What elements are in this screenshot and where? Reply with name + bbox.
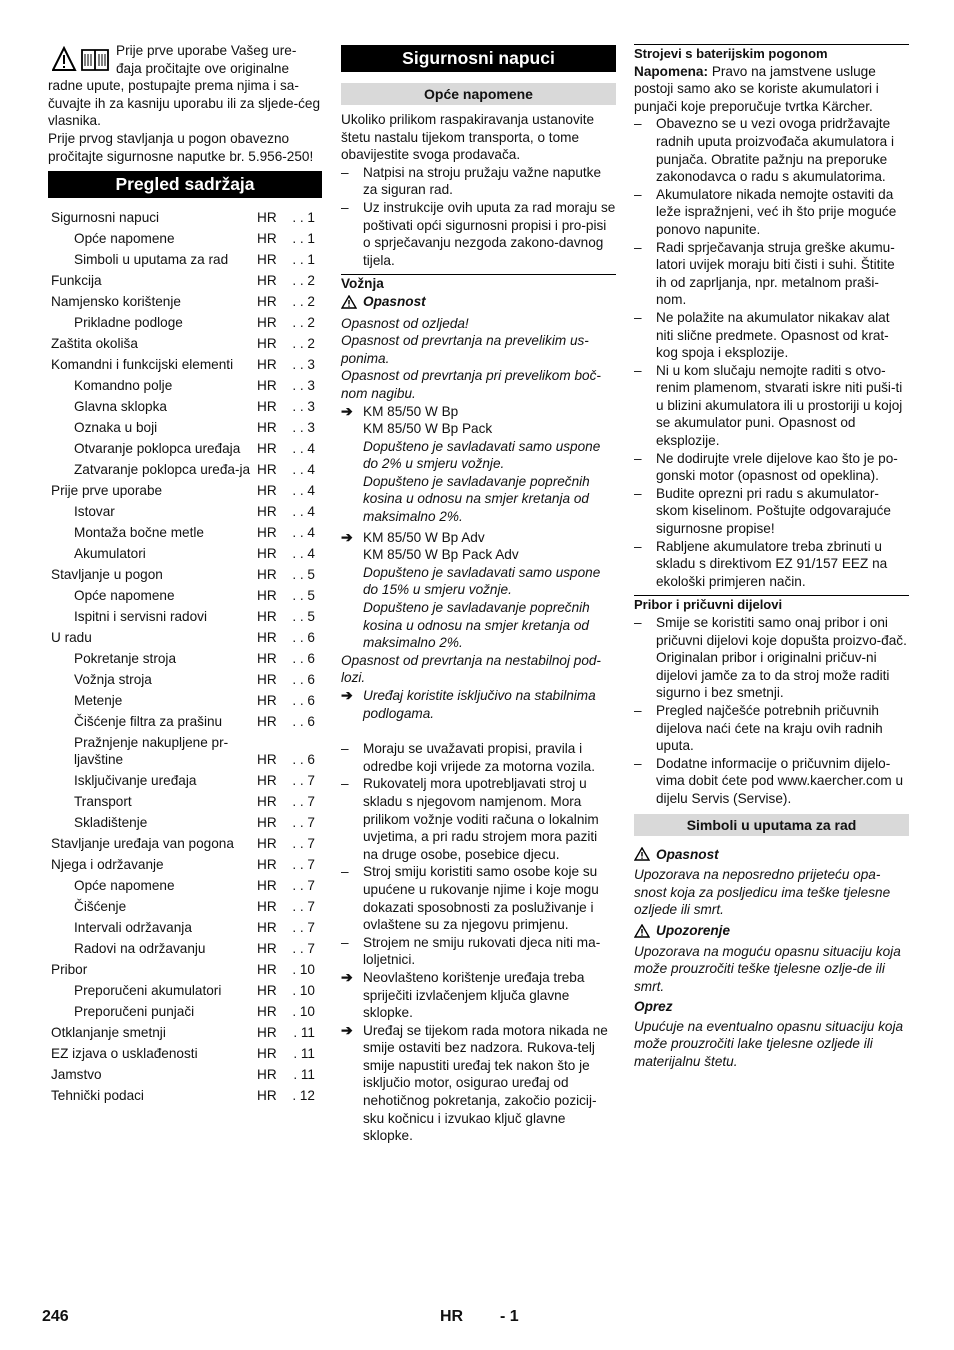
toc-entry-page: . . 5 (292, 608, 315, 624)
toc-entry-page: . 10 (292, 1004, 315, 1020)
toc-entry[interactable] (51, 629, 315, 647)
toc-entry-label: Metenje (74, 692, 123, 708)
toc-entry-page: . . 7 (292, 773, 315, 789)
accessories-title: Pribor i pričuvni dijelovi (634, 597, 783, 613)
model-group-1 (341, 403, 616, 526)
intro-paragraph-2: Prije prvog stavljanja u pogon obavezno pročitajte sigurnosne naputke br. 5.956-250! (48, 130, 314, 164)
toc-entry-page: . . 5 (292, 566, 315, 582)
toc-entry-lang: HR (257, 545, 277, 561)
toc-entry-page: . 11 (293, 1046, 315, 1062)
toc-entry-lang: HR (257, 1004, 277, 1020)
toc-entry-label: Pribor (51, 962, 88, 978)
list-item: – Pregled najčešće potrebnih pričuvnih dijelova naći ćete na kraju ovih radnih uputa. (634, 702, 883, 754)
toc-entry[interactable] (51, 1024, 315, 1042)
toc-entry-lang: HR (257, 752, 277, 768)
toc-entry-lang: HR (257, 692, 277, 708)
battery-note: Napomena: Pravo na jamstvene usluge postoji samo ako se koriste akumulatori i punjači koje preporučuje tvrtka Kärcher. (634, 63, 879, 114)
toc-entry-label: Simboli u uputama za rad (74, 252, 229, 268)
unstable-ground-warning: Opasnost od prevrtanja na nestabilnoj pod-lozi. (341, 652, 601, 686)
driving-bullets (341, 740, 616, 969)
danger-text: Upozorava na neposredno prijeteću opa-snost koja za posljedicu ima teške tjelesne ozljede ili smrt. (634, 867, 891, 918)
toc-entry-page: . . 3 (292, 399, 315, 415)
toc-entry[interactable] (51, 608, 315, 626)
toc-entry-lang: HR (257, 899, 277, 915)
toc-entry[interactable] (51, 293, 315, 311)
toc-entry-label: Radovi na održavanju (74, 941, 206, 957)
toc-entry-page: . 11 (293, 1025, 315, 1041)
toc-entry-lang: HR (257, 1046, 277, 1062)
toc-entry-lang: HR (257, 378, 277, 394)
toc-entry[interactable] (51, 440, 315, 458)
toc-entry[interactable] (51, 566, 315, 584)
toc-entry-label: Stavljanje uređaja van pogona (51, 836, 234, 852)
toc-entry-label: Intervali održavanja (74, 920, 192, 936)
toc-entry-lang: HR (257, 878, 277, 894)
toc-entry-page: . 10 (292, 983, 315, 999)
toc-entry-page: . . 4 (292, 440, 315, 456)
battery-title: Strojevi s baterijskim pogonom (634, 46, 828, 61)
toc-entry[interactable] (51, 692, 315, 710)
model-group-2 (341, 529, 616, 652)
toc-entry-lang: HR (257, 482, 277, 498)
toc-entry-page: . . 2 (292, 294, 315, 310)
toc-entry[interactable] (51, 982, 315, 1000)
toc-entry-lang: HR (257, 650, 277, 666)
toc-entry-label: Pokretanje stroja (74, 650, 177, 666)
toc-entry-label: Otvaranje poklopca uređaja (74, 440, 241, 456)
warning-triangle-icon (634, 847, 650, 861)
list-item: – Dodatne informacije o pričuvnim dijelo-vima dobit ćete pod www.kaercher.com u dijelu Servis (Servise). (634, 755, 904, 806)
toc-entry[interactable] (51, 272, 315, 290)
toc-entry-lang: HR (257, 440, 277, 456)
toc-entry-lang: HR (257, 815, 277, 831)
toc-entry[interactable] (51, 877, 315, 895)
toc-entry-page: . . 7 (292, 941, 315, 957)
subsection-symbols-title: Simboli u uputama za rad (634, 814, 909, 836)
toc-entry-label: EZ izjava o usklađenosti (51, 1046, 198, 1062)
toc-entry-page: . . 2 (292, 273, 315, 289)
intro-line-1: Prije prve uporabe Vašeg ure- (116, 43, 297, 58)
general-text: Ukoliko prilikom raspakiravanja ustanovite štetu nastalu tijekom transporta, o tome obavijestite svoga prodavača. (341, 112, 595, 163)
driving-title: Vožnja (341, 276, 384, 292)
battery-bullets (634, 115, 909, 590)
toc-entry-page: . . 1 (292, 252, 315, 268)
model-name: KM 85/50 W Bp Pack Adv (363, 547, 519, 563)
toc-entry-lang: HR (257, 420, 277, 435)
toc-entry-lang: HR (257, 566, 277, 582)
hazard-line: Opasnost od ozljeda! (341, 315, 469, 331)
warning-label: Upozorenje (656, 922, 731, 938)
toc-entry-lang: HR (257, 273, 277, 289)
toc-entry-label: Oznaka u boji (74, 420, 158, 435)
toc-entry[interactable] (51, 314, 315, 332)
list-item: – Uz instrukcije ovih uputa za rad moraju se poštivati opći sigurnosni propisi i pro-pisi o sprječavanju nezgoda zakono-davnog tijela. (341, 199, 616, 268)
toc-entry-page: . . 6 (292, 752, 315, 768)
toc-entry[interactable] (51, 856, 315, 874)
list-item: – Akumulatore nikada nemojte ostaviti da leže ispražnjeni, već ih što prije moguće ponovo napunite. (634, 186, 897, 237)
toc-entry[interactable] (51, 524, 315, 542)
hazard-line: Opasnost od prevrtanja na prevelikim us-ponima. (341, 333, 589, 366)
model-note: Dopušteno je savladavanje poprečnih kosina u odnosu na smjer kretanja od maksimalno 2%. (363, 473, 590, 525)
toc-entry-page: . . 4 (292, 503, 315, 519)
model-note: Dopušteno je savladavati samo uspone do 2% u smjeru vožnje. (363, 438, 601, 472)
toc-entry[interactable] (51, 734, 315, 769)
model-name: KM 85/50 W Bp Pack (363, 421, 493, 437)
toc-entry-lang: HR (257, 857, 277, 873)
danger-label: Opasnost (363, 293, 426, 309)
toc-entry-lang: HR (257, 713, 277, 729)
toc-entry-label: Funkcija (51, 273, 102, 289)
toc-entry-page: . . 6 (292, 671, 315, 687)
toc-entry-label: Jamstvo (51, 1067, 102, 1083)
toc-entry-label: Montaža bočne metle (74, 524, 204, 540)
warning-triangle-icon (634, 924, 650, 938)
warning-text: Upozorava na moguću opasnu situaciju koja može prouzročiti teške tjelesne ozlje-de ili smrt. (634, 943, 901, 994)
toc-entry-label: Prije prve uporabe (51, 482, 163, 498)
toc-entry-label: Namjensko korištenje (51, 294, 181, 310)
toc-entry-label: Transport (74, 794, 132, 810)
toc-entry-page: . . 6 (292, 692, 315, 708)
toc-entry-page: . 11 (293, 1067, 315, 1083)
toc-entry-lang: HR (257, 920, 277, 936)
caution-text: Upućuje na eventualno opasnu situaciju koja može prouzročiti lake tjelesne ozljede ili materijalnu štetu. (634, 1018, 904, 1070)
stable-ground-instruction: ➔ Uređaj koristite isključivo na stabilnima podlogama. (341, 687, 596, 721)
toc-entry-label: Istovar (74, 503, 115, 519)
toc-entry-lang: HR (257, 315, 277, 331)
toc-entry[interactable] (51, 377, 315, 395)
toc-entry-page: . . 1 (292, 231, 315, 247)
toc-entry-label: Akumulatori (74, 545, 146, 561)
toc-entry-label: Stavljanje u pogon (51, 566, 163, 582)
toc-entry-label: Čišćenje (74, 899, 127, 915)
list-item: ➔ Neovlašteno korištenje uređaja treba spriječiti izvlačenjem ključa glavne sklopke. (341, 968, 585, 1021)
toc-entry[interactable] (51, 461, 315, 479)
toc-entry-label: Zaštita okoliša (51, 336, 138, 352)
toc-entry-label: Prikladne podloge (74, 315, 183, 331)
toc-entry-label: Glavna sklopka (74, 399, 167, 415)
toc-entry[interactable] (51, 814, 315, 832)
list-item: – Natpisi na stroju pružaju važne naputke za siguran rad. (341, 164, 602, 198)
intro-line-2: đaja pročitajte ove originalne (116, 60, 290, 76)
intro-paragraph-rest: radne upute, postupajte prema njima i sa-čuvajte ih za kasniju uporabu ili za sljede-ćeg vlasnika. (48, 78, 321, 129)
list-item: – Smije se koristiti samo onaj pribor i oni pričuvni dijelovi koje dopušta proizvo-đač. Originalan pribor i originalni pričuv-ni dijelovi jamče za to da stroj može raditi sigurno i bez smetnji. (634, 615, 907, 701)
toc-entry-page: . . 4 (292, 482, 315, 498)
toc-entry-page: . 10 (292, 962, 315, 978)
toc-entry-lang: HR (257, 294, 277, 310)
toc-entry-label: Čišćenje filtra za prašinu (74, 713, 223, 729)
arrow-icon: ➔ (341, 1021, 353, 1038)
list-item: – Stroj smiju koristiti samo osobe koje su upućene u rukovanje njime i koje mogu dokazati sposobnosti za posluživanje i ovlaštene su za njegovu primjenu. (341, 864, 599, 933)
toc-entry-page: . . 3 (292, 357, 315, 373)
arrow-icon: ➔ (341, 402, 353, 419)
hazard-line: Opasnost od prevrtanja pri prevelikom boč-nom nagibu. (341, 368, 601, 401)
toc-entry-lang: HR (257, 336, 277, 352)
toc-list (48, 209, 322, 1105)
toc-entry-lang: HR (257, 983, 277, 999)
driving-hazards (341, 315, 616, 403)
toc-entry-label: Vožnja stroja (74, 671, 152, 687)
toc-entry[interactable] (51, 1045, 315, 1063)
toc-entry[interactable] (51, 335, 315, 353)
symbols-warning-heading (634, 922, 909, 940)
toc-entry[interactable] (51, 919, 315, 937)
model-name: KM 85/50 W Bp (363, 403, 459, 419)
toc-entry-page: . . 7 (292, 857, 315, 873)
warning-manual-icons (52, 46, 112, 72)
toc-entry[interactable] (51, 545, 315, 563)
toc-entry-label: Preporučeni punjači (74, 1004, 195, 1020)
toc-entry-label: Skladištenje (74, 815, 148, 831)
toc-entry-label: Pražnjenje nakupljene pr-ljavštine (74, 734, 229, 768)
toc-entry[interactable] (51, 398, 315, 416)
toc-entry-page: . . 4 (292, 461, 315, 477)
toc-entry-page: . . 6 (292, 713, 315, 729)
toc-entry-label: Sigurnosni napuci (51, 210, 160, 226)
toc-entry-page: . . 3 (292, 378, 315, 394)
list-item: ➔ Uređaj se tijekom rada motora nikada ne smije ostaviti bez nadzora. Rukova-telj smije napustiti uređaj tek nakon što je isključio motor, osigurao uređaj od nehotičnog pokretanja, zakočio pozicij-sku kočnicu i izvukao ključ glavne sklopke. (341, 1021, 608, 1144)
list-item: – Ne dodirujte vrele dijelove kao što je po-gonski motor (opasnost od opeklina). (634, 450, 898, 484)
toc-entry-page: . . 7 (292, 878, 315, 894)
toc-entry-page: . . 6 (292, 650, 315, 666)
toc-entry-lang: HR (257, 587, 277, 603)
intro-block (48, 42, 322, 165)
toc-entry-page: . . 3 (292, 420, 315, 435)
toc-entry-lang: HR (257, 962, 277, 978)
toc-entry-page: . . 7 (292, 836, 315, 852)
toc-entry-label: Komandno polje (74, 378, 173, 394)
list-item: – Radi sprječavanja struja greške akumu-latori uvijek moraju biti čisti i suhi. Štitite ih od zaprljanja, npr. metalnom praši-nom. (634, 239, 895, 308)
column-left (48, 42, 322, 1105)
driving-danger-heading (341, 293, 616, 311)
arrow-icon: ➔ (341, 687, 353, 703)
toc-entry[interactable] (51, 1066, 315, 1084)
toc-entry-page: . . 7 (292, 899, 315, 915)
toc-entry-lang: HR (257, 357, 277, 373)
toc-entry[interactable] (51, 251, 315, 269)
toc-entry-label: Njega i održavanje (51, 857, 164, 873)
symbols-danger-heading (634, 846, 909, 864)
toc-entry-page: . . 1 (292, 210, 315, 226)
toc-entry-lang: HR (257, 941, 277, 957)
warning-triangle-icon (341, 295, 357, 309)
toc-entry-page: . . 4 (292, 524, 315, 540)
model-name: KM 85/50 W Bp Adv (363, 529, 485, 545)
toc-entry[interactable] (51, 671, 315, 689)
toc-entry[interactable] (51, 419, 315, 437)
toc-entry-lang: HR (257, 1088, 277, 1104)
toc-entry-label: Opće napomene (74, 587, 175, 603)
toc-entry[interactable] (51, 961, 315, 979)
list-item: – Budite oprezni pri radu s akumulator-skom kiselinom. Poštujte odgovarajuće sigurnosne propise! (634, 485, 891, 537)
toc-entry[interactable] (51, 898, 315, 916)
toc-entry-lang: HR (257, 608, 277, 624)
model-note: Dopušteno je savladavanje poprečnih kosina u odnosu na smjer kretanja od maksimalno 2%. (363, 600, 590, 651)
toc-entry[interactable] (51, 793, 315, 811)
toc-entry-label: Preporučeni akumulatori (74, 983, 222, 999)
list-item: – Rabljene akumulatore treba zbrinuti u skladu s direktivom EZ 91/157 EEZ na ekološki primjeren način. (634, 538, 888, 589)
toc-entry-lang: HR (257, 399, 277, 415)
toc-entry-label: Isključivanje uređaja (74, 773, 197, 789)
list-item: – Rukovatelj mora upotrebljavati stroj u skladu s njegovom namjenom. Mora prilikom vožnje voditi računa o lokalnim uvjetima, a pri radu strojem mora paziti na druge osobe, posebice djecu. (341, 776, 599, 862)
toc-entry-lang: HR (257, 1025, 277, 1041)
toc-entry-label: Komandni i funkcijski elementi (51, 357, 234, 373)
footer-section-page: - 1 (500, 1308, 519, 1325)
toc-entry[interactable] (51, 482, 315, 500)
driving-arrows (341, 969, 616, 1145)
toc-entry[interactable] (51, 356, 315, 374)
toc-entry-label: Ispitni i servisni radovi (74, 608, 207, 624)
toc-entry-page: . . 6 (292, 629, 315, 645)
toc-entry-lang: HR (257, 836, 277, 852)
toc-entry-lang: HR (257, 210, 277, 226)
footer-lang: HR (440, 1308, 464, 1325)
column-middle (341, 45, 616, 1145)
toc-entry-label: Opće napomene (74, 878, 175, 894)
column-right (634, 44, 909, 1071)
toc-entry[interactable] (51, 772, 315, 790)
caution-label: Oprez (634, 999, 673, 1015)
toc-entry[interactable] (51, 713, 315, 731)
accessories-bullets (634, 614, 909, 808)
toc-entry-label: Otklanjanje smetnji (51, 1025, 166, 1041)
toc-entry[interactable] (51, 835, 315, 853)
toc-entry-label: Opće napomene (74, 231, 175, 247)
arrow-icon: ➔ (341, 968, 353, 985)
toc-entry[interactable] (51, 1003, 315, 1021)
toc-entry-lang: HR (257, 252, 277, 268)
toc-entry-label: U radu (51, 629, 92, 645)
arrow-icon: ➔ (341, 528, 353, 545)
toc-entry-lang: HR (257, 231, 277, 247)
warning-read-manual-icon (52, 46, 112, 72)
toc-entry[interactable] (51, 650, 315, 668)
toc-entry-label: Tehnički podaci (51, 1088, 144, 1104)
toc-entry-lang: HR (257, 671, 277, 687)
toc-entry-lang: HR (257, 629, 277, 645)
list-item: – Ni u kom slučaju nemojte raditi s otvo-renim plamenom, stvarati iskre niti puši-ti u blizini akumulatora ili u prostoriji u kojoj se akumulator puni. Opasnost od eksplozije. (634, 362, 903, 449)
subsection-general-title: Opće napomene (341, 83, 616, 105)
danger-label: Opasnost (656, 846, 719, 862)
toc-entry-lang: HR (257, 503, 277, 519)
toc-entry-page: . . 2 (292, 315, 315, 331)
page-number: 246 (42, 1308, 69, 1325)
toc-title: Pregled sadržaja (48, 171, 322, 198)
model-note: Dopušteno je savladavati samo uspone do 15% u smjeru vožnje. (363, 564, 601, 598)
general-bullets (341, 164, 616, 270)
toc-entry-page: . . 7 (292, 920, 315, 936)
toc-entry[interactable] (51, 940, 315, 958)
toc-entry-label: Zatvaranje poklopca uređa-ja (74, 461, 251, 477)
toc-entry-lang: HR (257, 461, 277, 477)
toc-entry-page: . . 7 (292, 815, 315, 831)
toc-entry-page: . . 5 (292, 587, 315, 603)
toc-entry[interactable] (51, 1087, 315, 1105)
toc-entry-lang: HR (257, 524, 277, 540)
list-item: – Ne polažite na akumulator nikakav alat niti slične predmete. Opasnost od krat-kog spoja i eksplozije. (634, 309, 890, 361)
toc-entry-lang: HR (257, 773, 277, 789)
section-title-safety: Sigurnosni napuci (341, 45, 616, 72)
toc-entry-page: . . 4 (292, 545, 315, 561)
toc-entry[interactable] (51, 587, 315, 605)
toc-entry[interactable] (51, 503, 315, 521)
toc-entry-page: . . 2 (292, 336, 315, 352)
toc-entry-lang: HR (257, 1067, 277, 1083)
toc-entry[interactable] (51, 209, 315, 227)
list-item: – Obavezno se u vezi ovoga pridržavajte radnih uputa proizvođača akumulatora i punjača. Obratite pažnju na preporuke zakonodavca o radu s akumulatorima. (634, 116, 895, 185)
toc-entry-page: . . 7 (292, 794, 315, 810)
toc-entry-lang: HR (257, 794, 277, 810)
toc-entry-page: . 12 (292, 1088, 315, 1104)
toc-entry[interactable] (51, 230, 315, 248)
list-item: – Moraju se uvažavati propisi, pravila i odredbe koji vrijede za motorna vozila. (341, 741, 595, 774)
list-item: – Strojem ne smiju rukovati djeca niti ma-loljetnici. (341, 934, 601, 968)
